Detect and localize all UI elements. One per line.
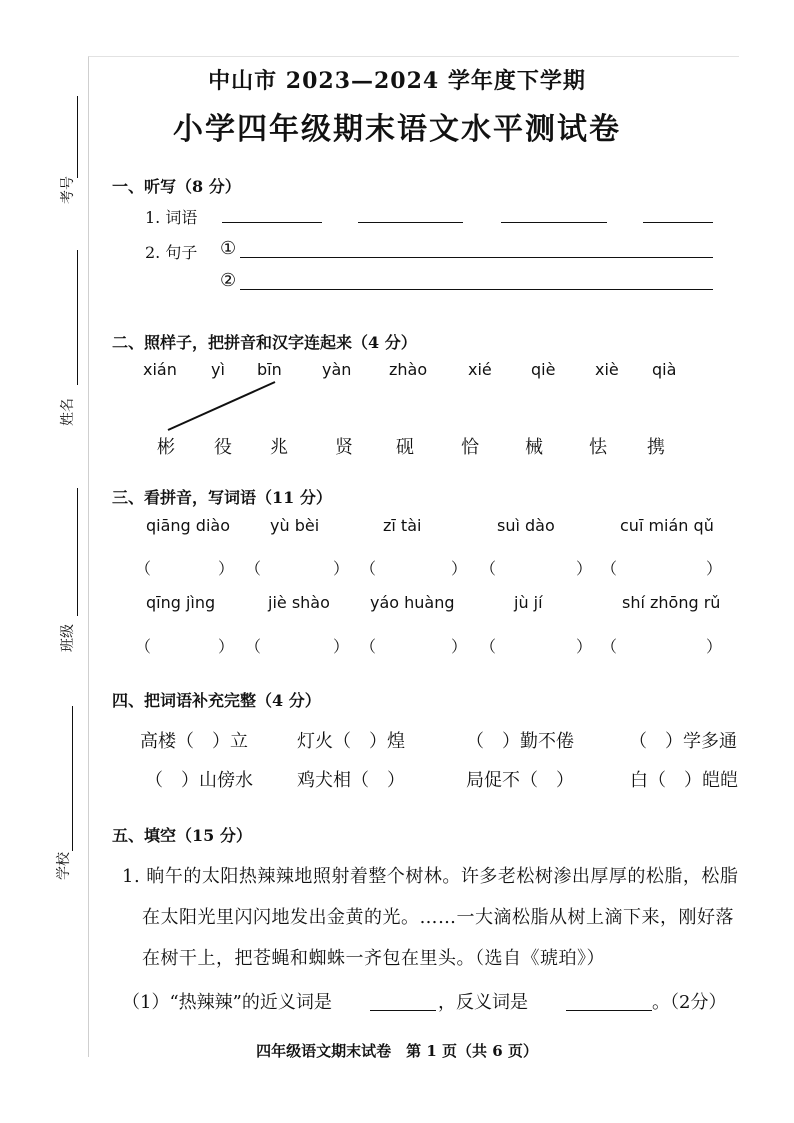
- s2-pinyin: qià: [652, 360, 677, 379]
- section1-title: 一、听写（8 分）: [112, 177, 241, 196]
- question1-mid: ，反义词是: [438, 992, 528, 1013]
- s2-char[interactable]: 彬: [157, 437, 175, 458]
- s2-pinyin: xián: [143, 360, 177, 379]
- s1-item1-label: 1. 词语: [145, 208, 198, 227]
- s2-char[interactable]: 役: [214, 437, 232, 458]
- synonym-answer-line[interactable]: [370, 1010, 436, 1011]
- s2-pinyin: yì: [211, 360, 225, 379]
- answer-paren-left[interactable]: （: [601, 637, 618, 656]
- answer-paren-right[interactable]: ）: [218, 637, 235, 656]
- passage-line-1: 1. 晌午的太阳热辣辣地照射着整个树林。许多老松树渗出厚厚的松脂，松脂: [122, 866, 739, 887]
- answer-paren-right[interactable]: ）: [218, 559, 235, 578]
- idiom-blank[interactable]: 高楼（ ）立: [140, 731, 248, 752]
- class-label: 班级: [60, 624, 76, 652]
- section2-title: 二、照样子，把拼音和汉字连起来（4 分）: [112, 333, 417, 352]
- s3-pinyin: suì dào: [497, 516, 555, 535]
- section4-title: 四、把词语补充完整（4 分）: [112, 691, 321, 710]
- answer-paren-left[interactable]: （: [135, 637, 152, 656]
- question1-prompt: （1）“热辣辣”的近义词是: [122, 992, 332, 1013]
- question1-score: 。（2分）: [652, 992, 727, 1013]
- s2-char[interactable]: 贤: [335, 437, 353, 458]
- answer-paren-right[interactable]: ）: [576, 559, 593, 578]
- s3-pinyin: cuī mián qǔ: [620, 516, 714, 535]
- section3-title: 三、看拼音，写词语（11 分）: [112, 488, 332, 507]
- answer-paren-right[interactable]: ）: [576, 637, 593, 656]
- answer-paren-right[interactable]: ）: [451, 559, 468, 578]
- answer-paren-left[interactable]: （: [480, 559, 497, 578]
- s1-circle-2: ②: [220, 270, 237, 291]
- s2-char[interactable]: 怯: [589, 437, 607, 458]
- passage-line-2: 在太阳光里闪闪地发出金黄的光。……一大滴松脂从树上滴下来，刚好落: [142, 907, 734, 928]
- answer-paren-right[interactable]: ）: [333, 637, 350, 656]
- idiom-blank[interactable]: 白（ ）皑皑: [630, 770, 738, 791]
- s3-pinyin: shí zhōng rǔ: [622, 593, 721, 612]
- s2-char[interactable]: 砚: [396, 437, 414, 458]
- s2-pinyin: xié: [468, 360, 492, 379]
- passage-line-3: 在树干上，把苍蝇和蜘蛛一齐包在里头。（选自《琥珀》）: [142, 948, 605, 969]
- idiom-blank[interactable]: 局促不（ ）: [466, 770, 574, 791]
- s2-pinyin: yàn: [322, 360, 352, 379]
- name-label: 姓名: [60, 398, 76, 426]
- s3-pinyin: qīng jìng: [146, 593, 216, 612]
- answer-paren-left[interactable]: （: [245, 559, 262, 578]
- answer-paren-left[interactable]: （: [360, 637, 377, 656]
- answer-paren-right[interactable]: ）: [706, 559, 723, 578]
- s2-pinyin: zhào: [389, 360, 428, 379]
- s2-char[interactable]: 恰: [461, 437, 479, 458]
- s2-pinyin: xiè: [595, 360, 619, 379]
- answer-paren-right[interactable]: ）: [451, 637, 468, 656]
- antonym-answer-line[interactable]: [566, 1010, 652, 1011]
- s3-pinyin: yáo huàng: [370, 593, 455, 612]
- idiom-blank[interactable]: （ ）勤不倦: [466, 731, 574, 752]
- idiom-blank[interactable]: （ ）山傍水: [145, 770, 253, 791]
- exam-title: 小学四年级期末语文水平测试卷: [173, 112, 621, 147]
- s1-item2-label: 2. 句子: [145, 243, 198, 262]
- s2-char[interactable]: 携: [647, 437, 665, 458]
- section5-title: 五、填空（15 分）: [112, 826, 252, 845]
- s3-pinyin: jiè shào: [268, 593, 330, 612]
- answer-paren-left[interactable]: （: [245, 637, 262, 656]
- s2-char[interactable]: 兆: [270, 437, 288, 458]
- idiom-blank[interactable]: （ ）学多通: [629, 731, 737, 752]
- answer-paren-left[interactable]: （: [601, 559, 618, 578]
- idiom-blank[interactable]: 鸡犬相（ ）: [297, 770, 405, 791]
- answer-paren-left[interactable]: （: [360, 559, 377, 578]
- s3-pinyin: yù bèi: [270, 516, 320, 535]
- s2-pinyin: qiè: [531, 360, 556, 379]
- s3-pinyin: qiāng diào: [146, 516, 230, 535]
- answer-paren-right[interactable]: ）: [333, 559, 350, 578]
- idiom-blank[interactable]: 灯火（ ）煌: [297, 731, 405, 752]
- answer-paren-right[interactable]: ）: [706, 637, 723, 656]
- s3-pinyin: jù jí: [514, 593, 543, 612]
- s3-pinyin: zī tài: [383, 516, 422, 535]
- exam-subtitle: 中山市 2023—2024 学年度下学期: [208, 68, 586, 94]
- s2-char[interactable]: 械: [525, 437, 543, 458]
- page-footer: 四年级语文期末试卷 第 1 页（共 6 页）: [256, 1042, 538, 1060]
- school-label: 学校: [56, 852, 72, 880]
- exam-no-label: 考号: [60, 176, 76, 204]
- s1-circle-1: ①: [220, 238, 237, 259]
- answer-paren-left[interactable]: （: [480, 637, 497, 656]
- answer-paren-left[interactable]: （: [135, 559, 152, 578]
- s2-pinyin: bīn: [257, 360, 282, 379]
